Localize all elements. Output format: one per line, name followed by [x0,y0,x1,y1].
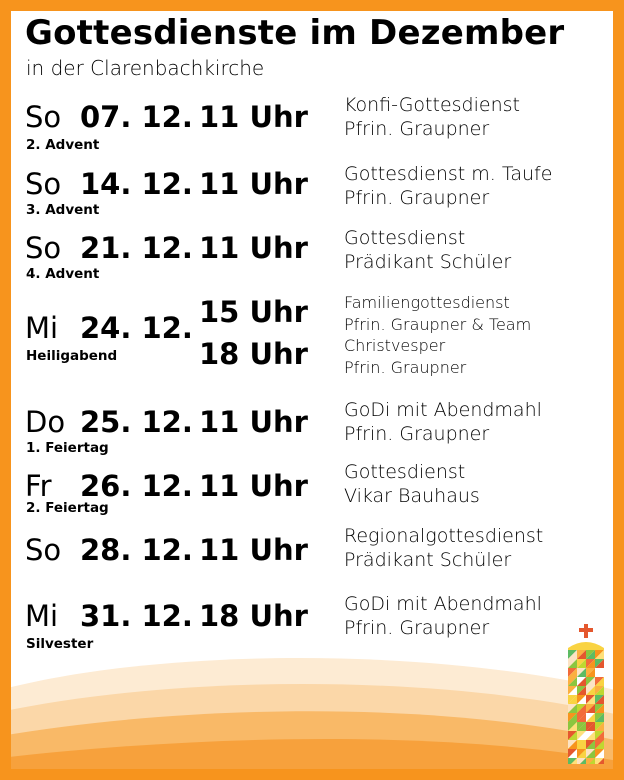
service-day: So [25,533,62,567]
page-title: Gottesdienste im Dezember [25,13,565,53]
cross-icon [579,624,593,638]
service-description-line: Vikar Bauhaus [344,485,480,507]
service-description-line: Pfrin. Graupner [344,118,490,140]
service-description-line: Gottesdienst [344,461,466,483]
service-occasion: 4. Advent [26,266,100,282]
service-description-line: Gottesdienst [344,227,466,249]
service-time: 11 Uhr [199,469,308,503]
service-description-line: Pfrin. Graupner [344,187,490,209]
service-time: 18 Uhr [199,599,308,633]
service-description [344,592,542,640]
service-description [344,226,511,274]
service-description-line: Pfrin. Graupner [344,357,467,377]
service-description-line: Prädikant Schüler [344,251,512,273]
service-date: 31. 12. [80,599,193,633]
service-description-line: GoDi mit Abendmahl [344,399,542,421]
service-description-line: GoDi mit Abendmahl [344,593,542,615]
service-day: So [25,100,62,134]
service-description-line: Prädikant Schüler [344,549,512,571]
service-time: 11 Uhr [199,231,308,265]
service-date: 14. 12. [80,167,193,201]
service-description-line: Konfi-Gottesdienst [344,94,520,116]
service-time: 15 Uhr [199,295,308,329]
service-day: Mi [25,311,59,345]
decorative-waves [0,650,624,780]
service-occasion: Heiligabend [26,348,118,364]
page-subtitle: in der Clarenbachkirche [26,56,265,80]
service-time: 11 Uhr [199,405,308,439]
service-date: 28. 12. [80,533,193,567]
service-day: Do [25,405,66,439]
service-date: 21. 12. [80,231,193,265]
service-description-line: Christvesper [344,336,446,355]
service-occasion: Silvester [26,636,94,652]
service-occasion: 2. Advent [26,137,100,153]
service-description-line: Familiengottesdienst [344,293,510,312]
service-occasion: 1. Feiertag [26,440,109,456]
church-window-icon [566,624,606,764]
service-description-line: Pfrin. Graupner [344,423,490,445]
service-description [344,292,531,378]
service-occasion: 2. Feiertag [26,500,109,516]
service-description [344,460,480,508]
service-date: 26. 12. [80,469,193,503]
service-occasion: 3. Advent [26,202,100,218]
service-description-line: Pfrin. Graupner [344,617,490,639]
service-day: So [25,231,62,265]
service-time: 11 Uhr [199,533,308,567]
service-description [344,524,543,572]
service-date: 25. 12. [80,405,193,439]
service-description-line: Regionalgottesdienst [344,525,544,547]
service-description [344,93,520,141]
service-day: So [25,167,62,201]
service-description [344,162,552,210]
service-date: 24. 12. [80,311,193,345]
service-description [344,398,542,446]
service-time: 11 Uhr [199,167,308,201]
service-time: 18 Uhr [199,337,308,371]
service-description-line: Gottesdienst m. Taufe [344,163,553,185]
service-date: 07. 12. [80,100,193,134]
service-day: Mi [25,599,59,633]
service-time: 11 Uhr [199,100,308,134]
service-description-line: Pfrin. Graupner & Team [344,314,532,334]
service-day: Fr [25,469,52,503]
